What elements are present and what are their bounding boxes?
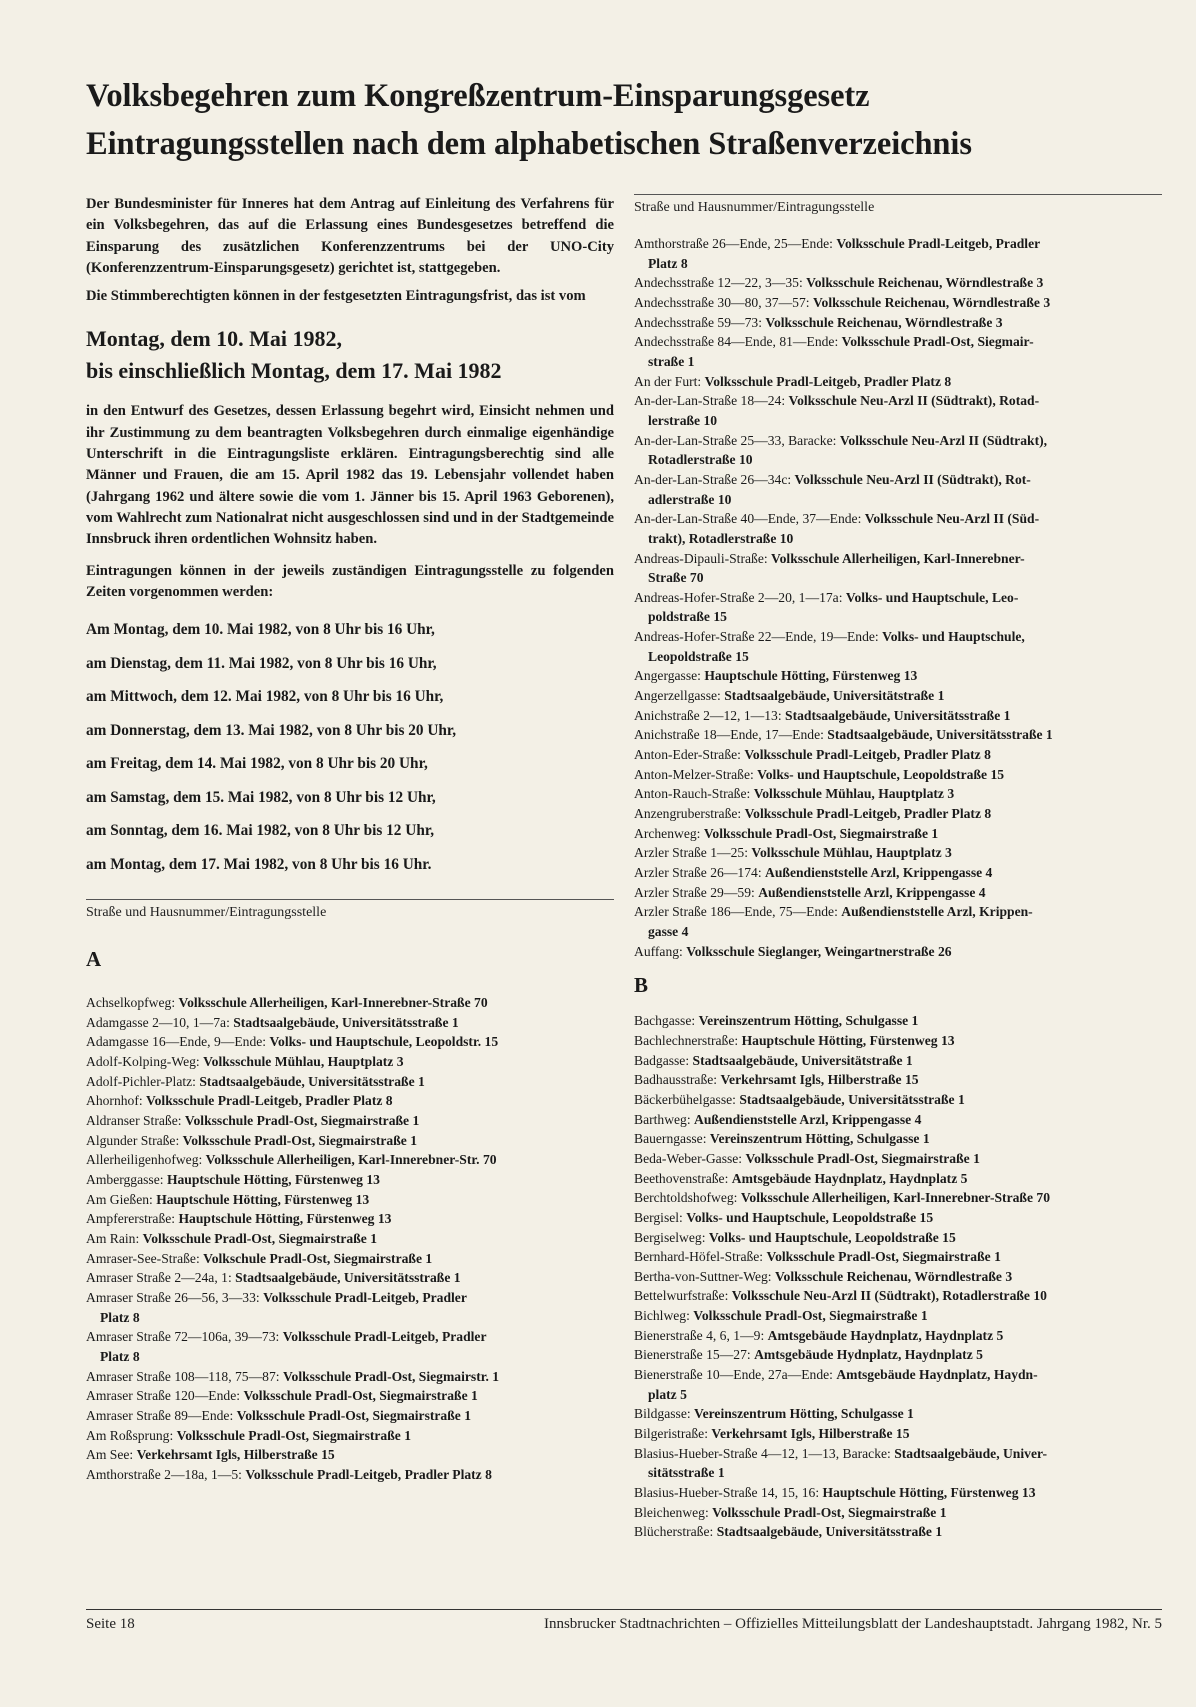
street-name: Adamgasse 2—10, 1—7a: xyxy=(86,1014,230,1030)
street-name: An-der-Lan-Straße 26—34c: xyxy=(634,471,792,487)
street-name: Angerzellgasse: xyxy=(634,688,721,704)
list-item xyxy=(86,1249,614,1269)
street-name: Beethovenstraße: xyxy=(634,1170,729,1186)
registration-office: Volks- und Hauptschule, Leopoldstr. 15 xyxy=(269,1034,499,1050)
list-item xyxy=(86,993,614,1013)
registration-office: Volksschule Pradl-Ost, Siegmairstraße 1 xyxy=(703,825,939,841)
registration-office: Verkehrsamt Igls, Hilberstraße 15 xyxy=(136,1447,335,1463)
street-name: Bienerstraße 4, 6, 1—9: xyxy=(634,1327,765,1343)
list-item xyxy=(634,1444,1162,1483)
list-item xyxy=(634,883,1162,903)
registration-office: Volksschule Pradl-Leitgeb, Pradler xyxy=(836,236,1041,251)
street-name: Amberggasse: xyxy=(86,1172,164,1188)
list-item xyxy=(634,234,1162,273)
list-item xyxy=(634,1522,1162,1542)
street-name: Allerheiligenhofweg: xyxy=(86,1152,203,1168)
registration-office: Volksschule Sieglanger, Weingartnerstraße 26 xyxy=(686,943,952,959)
street-name: Amraser Straße 2—24a, 1: xyxy=(86,1270,232,1286)
list-item xyxy=(634,313,1162,333)
registration-office: Volksschule Pradl-Ost, Siegmairstraße 1 xyxy=(712,1504,947,1520)
street-name: Bertha-von-Suttner-Weg: xyxy=(634,1268,772,1284)
street-name: Bichlweg: xyxy=(634,1308,690,1324)
registration-office: Volksschule Pradl-Ost, Siegmairstraße 1 xyxy=(766,1249,1001,1265)
registration-office: Volks- und Hauptschule, Leopoldstraße 15 xyxy=(708,1229,956,1245)
street-name: Amraser Straße 120—Ende: xyxy=(86,1388,241,1404)
registration-office-continued: sitätsstraße 1 xyxy=(648,1465,725,1481)
registration-office: Hauptschule Hötting, Fürstenweg 13 xyxy=(822,1485,1036,1501)
schedule-line: am Mittwoch, dem 12. Mai 1982, von 8 Uhr bis 16 Uhr, xyxy=(86,688,444,706)
list-item xyxy=(86,1150,614,1170)
registration-office: Volksschule Neu-Arzl II (Südtrakt), Rotadlerstraße 10 xyxy=(731,1288,1047,1304)
street-name: Amraser Straße 89—Ende: xyxy=(86,1407,234,1423)
schedule-line: am Freitag, dem 14. Mai 1982, von 8 Uhr bis 20 Uhr, xyxy=(86,755,428,773)
registration-office: Volksschule Neu-Arzl II (Süd- xyxy=(864,511,1040,527)
intro-section xyxy=(86,194,614,603)
list-item xyxy=(634,1110,1162,1130)
registration-office: Volksschule Neu-Arzl II (Südtrakt), Rotad- xyxy=(788,393,1040,409)
left-column-header: Straße und Hausnummer/Eintragungsstelle xyxy=(86,899,614,923)
registration-office: Volksschule Reichenau, Wörndlestraße 3 xyxy=(812,294,1051,310)
street-name: Arzler Straße 1—25: xyxy=(634,845,749,861)
street-name: Bienerstraße 10—Ende, 27a—Ende: xyxy=(634,1367,833,1383)
registration-office-continued: straße 1 xyxy=(648,353,695,369)
registration-office: Volksschule Allerheiligen, Karl-Innerebner-Straße 70 xyxy=(178,995,488,1011)
list-item xyxy=(634,1424,1162,1444)
list-item xyxy=(86,1406,614,1426)
registration-office: Vereinszentrum Hötting, Schulgasse 1 xyxy=(694,1406,914,1422)
registration-office: Amtsgebäude Hydnplatz, Haydnplatz 5 xyxy=(754,1347,983,1363)
intro-paragraph-2: Die Stimmberechtigten können in der festgesetzten Eintragungsfrist, das ist vom xyxy=(86,288,586,305)
street-name: Amraser Straße 72—106a, 39—73: xyxy=(86,1329,280,1345)
list-item xyxy=(634,1228,1162,1248)
registration-office: Volks- und Hauptschule, Leo- xyxy=(845,589,1019,605)
registration-office: Volksschule Pradl-Ost, Siegmairstraße 1 xyxy=(236,1407,472,1423)
registration-office: Volksschule Pradl-Leitgeb, Pradler xyxy=(263,1290,467,1305)
street-name: Andechsstraße 59—73: xyxy=(634,314,762,330)
registration-office: Hauptschule Hötting, Fürstenweg 13 xyxy=(156,1191,370,1207)
intro-paragraph-4: Eintragungen können in der jeweils zuständigen Eintragungsstelle zu folgenden Zeiten vorgenommen werden: xyxy=(86,562,614,600)
street-name: Andechsstraße 84—Ende, 81—Ende: xyxy=(634,334,839,350)
list-item xyxy=(634,745,1162,765)
street-name: Bachlechnerstraße: xyxy=(634,1032,739,1048)
page-footer xyxy=(86,1609,1162,1632)
street-name: Berchtoldshofweg: xyxy=(634,1190,738,1206)
street-name: Bettelwurfstraße: xyxy=(634,1288,729,1304)
registration-office: Hauptschule Hötting, Fürstenweg 13 xyxy=(166,1172,380,1188)
street-name: Arzler Straße 26—174: xyxy=(634,865,762,880)
list-item xyxy=(634,1503,1162,1523)
registration-office: Volksschule Pradl-Leitgeb, Pradler Platz 8 xyxy=(744,806,992,822)
list-item xyxy=(634,332,1162,371)
intro-paragraph-1: Der Bundesminister für Inneres hat dem Antrag auf Einleitung des Verfahrens für ein Volksbegehren, das auf die Erlassung eines Bundesgesetzes betreffend die Einsparung des zusätzlichen Konferenzzentrums bei der UNO-City (Konferenzzentrum-Einsparungsgesetz) gerichtet ist, stattgegeben. xyxy=(86,196,614,276)
street-name: Adolf-Pichler-Platz: xyxy=(86,1073,196,1089)
list-item xyxy=(86,1367,614,1387)
registration-office: Volksschule Pradl-Leitgeb, Pradler Platz 8 xyxy=(744,747,991,763)
registration-office-continued: Platz 8 xyxy=(100,1348,140,1364)
list-item xyxy=(634,1149,1162,1169)
street-name: Amthorstraße 26—Ende, 25—Ende: xyxy=(634,236,833,251)
registration-office: Außendienststelle Arzl, Krippen- xyxy=(841,904,1033,920)
schedule-line: am Dienstag, dem 11. Mai 1982, von 8 Uhr bis 16 Uhr, xyxy=(86,654,437,672)
list-item xyxy=(634,1031,1162,1051)
street-name: An der Furt: xyxy=(634,373,702,389)
list-item xyxy=(634,1267,1162,1287)
list-item xyxy=(634,843,1162,863)
list-item xyxy=(634,1326,1162,1346)
street-name: Anichstraße 2—12, 1—13: xyxy=(634,707,782,723)
street-name: Am Roßsprung: xyxy=(86,1427,174,1443)
list-item xyxy=(634,1404,1162,1424)
list-item xyxy=(86,1190,614,1210)
list-item xyxy=(634,824,1162,844)
street-name: Bleichenweg: xyxy=(634,1504,709,1520)
list-item xyxy=(634,1208,1162,1228)
list-item xyxy=(634,1051,1162,1071)
period-end: bis einschließlich Montag, dem 17. Mai 1982 xyxy=(86,358,502,384)
registration-office: Volksschule Reichenau, Wörndlestraße 3 xyxy=(765,314,1003,330)
street-name: An-der-Lan-Straße 25—33, Baracke: xyxy=(634,432,837,448)
list-item xyxy=(634,902,1162,941)
registration-office: Volksschule Pradl-Leitgeb, Pradler Platz 8 xyxy=(704,373,952,389)
registration-office: Volksschule Mühlau, Hauptplatz 3 xyxy=(753,786,955,802)
registration-office: Volksschule Neu-Arzl II (Südtrakt), xyxy=(839,432,1048,448)
list-item xyxy=(86,1131,614,1151)
list-item xyxy=(86,1013,614,1033)
street-name: Bachgasse: xyxy=(634,1013,696,1029)
street-name: Bergiselweg: xyxy=(634,1229,706,1245)
registration-office: Volksschule Pradl-Ost, Siegmairstraße 1 xyxy=(243,1388,478,1404)
registration-office: Volksschule Reichenau, Wörndlestraße 3 xyxy=(806,275,1044,291)
list-item xyxy=(86,1426,614,1446)
right-column-header: Straße und Hausnummer/Eintragungsstelle xyxy=(634,194,1162,218)
registration-office: Verkehrsamt Igls, Hilberstraße 15 xyxy=(720,1072,919,1088)
list-item xyxy=(634,765,1162,785)
registration-office: Hauptschule Hötting, Fürstenweg 13 xyxy=(741,1032,955,1048)
registration-office: Volksschule Pradl-Leitgeb, Pradler xyxy=(282,1329,487,1345)
registration-office-continued: Straße 70 xyxy=(648,570,704,586)
schedule-line: am Donnerstag, dem 13. Mai 1982, von 8 Uhr bis 20 Uhr, xyxy=(86,721,457,739)
list-item xyxy=(86,1072,614,1092)
street-name: Archenweg: xyxy=(634,825,701,841)
list-item xyxy=(634,509,1162,548)
list-item xyxy=(86,1111,614,1131)
registration-office: Volksschule Pradl-Leitgeb, Pradler Platz 8 xyxy=(146,1093,393,1109)
schedule-list xyxy=(86,613,614,881)
street-name: Andreas-Hofer-Straße 2—20, 1—17a: xyxy=(634,589,843,605)
registration-office-continued: Platz 8 xyxy=(648,255,688,271)
title-line-1: Volksbegehren zum Kongreßzentrum-Einsparungsgesetz xyxy=(86,78,870,114)
street-name: Amraser-See-Straße: xyxy=(86,1250,200,1266)
registration-office: Vereinszentrum Hötting, Schulgasse 1 xyxy=(709,1131,930,1147)
registration-office-continued: platz 5 xyxy=(648,1386,687,1402)
street-name: Andreas-Hofer-Straße 22—Ende, 19—Ende: xyxy=(634,629,879,645)
list-item xyxy=(634,1483,1162,1503)
registration-office: Amtsgebäude Haydnplatz, Haydnplatz 5 xyxy=(731,1170,968,1186)
registration-office-continued: Rotadlerstraße 10 xyxy=(648,452,753,468)
list-item xyxy=(634,1345,1162,1365)
street-name: Blasius-Hueber-Straße 14, 15, 16: xyxy=(634,1485,820,1501)
street-name: Blasius-Hueber-Straße 4—12, 1—13, Baracke: xyxy=(634,1445,891,1461)
list-item xyxy=(634,1306,1162,1326)
registration-office: Außendienststelle Arzl, Krippengasse 4 xyxy=(765,865,993,880)
list-item xyxy=(634,1247,1162,1267)
street-name: Bildgasse: xyxy=(634,1406,691,1422)
registration-office-continued: trakt), Rotadlerstraße 10 xyxy=(648,530,794,546)
registration-office: Volksschule Pradl-Ost, Siegmairstraße 1 xyxy=(745,1150,980,1166)
list-item xyxy=(634,1169,1162,1189)
list-item xyxy=(634,1070,1162,1090)
street-name: Anton-Melzer-Straße: xyxy=(634,766,754,782)
list-item xyxy=(634,470,1162,509)
street-name: Blücherstraße: xyxy=(634,1524,714,1540)
list-item xyxy=(634,1365,1162,1404)
registration-office: Volksschule Pradl-Ost, Siegmairstraße 1 xyxy=(142,1231,378,1247)
registration-office: Stadtsaalgebäude, Universitätsstraße 1 xyxy=(233,1014,459,1030)
registration-office: Stadtsaalgebäude, Univer- xyxy=(894,1445,1048,1461)
street-name: Auffang: xyxy=(634,943,683,959)
registration-office-continued: lerstraße 10 xyxy=(648,412,718,428)
registration-office: Stadtsaalgebäude, Universitätstraße 1 xyxy=(724,688,945,704)
street-list-a-left xyxy=(86,993,614,1484)
registration-office-continued: gasse 4 xyxy=(648,923,689,939)
street-name: Bergisel: xyxy=(634,1209,683,1225)
registration-office: Volksschule Pradl-Ost, Siegmair- xyxy=(841,334,1034,350)
street-name: Bilgeristraße: xyxy=(634,1426,708,1442)
street-name: Bäckerbühelgasse: xyxy=(634,1091,736,1107)
list-item xyxy=(634,706,1162,726)
street-name: Adolf-Kolping-Weg: xyxy=(86,1054,200,1070)
list-item xyxy=(86,1229,614,1249)
registration-office: Volksschule Mühlau, Hauptplatz 3 xyxy=(203,1054,404,1070)
list-item xyxy=(634,784,1162,804)
street-name: Anichstraße 18—Ende, 17—Ende: xyxy=(634,727,824,743)
street-name: Anton-Eder-Straße: xyxy=(634,747,741,763)
street-name: Algunder Straße: xyxy=(86,1132,180,1148)
registration-office: Amtsgebäude Haydnplatz, Haydn- xyxy=(836,1367,1038,1383)
registration-office: Vereinszentrum Hötting, Schulgasse 1 xyxy=(698,1013,919,1029)
right-column xyxy=(634,194,1162,1542)
letter-heading-b: B xyxy=(634,973,649,998)
page-number: Seite 18 xyxy=(86,1616,135,1632)
list-item xyxy=(634,293,1162,313)
publication-info: Innsbrucker Stadtnachrichten – Offizielles Mitteilungsblatt der Landeshauptstadt. Jahrgang 1982, Nr. 5 xyxy=(543,1616,1162,1632)
list-item xyxy=(634,1090,1162,1110)
list-item xyxy=(634,1286,1162,1306)
list-item xyxy=(86,1445,614,1465)
registration-office: Stadtsaalgebäude, Universitätstraße 1 xyxy=(692,1052,913,1068)
street-name: Ahornhof: xyxy=(86,1093,143,1109)
registration-office: Volksschule Pradl-Ost, Siegmairstraße 1 xyxy=(693,1308,928,1324)
street-name: Andreas-Dipauli-Straße: xyxy=(634,550,768,566)
street-name: Amraser Straße 26—56, 3—33: xyxy=(86,1290,260,1305)
registration-office: Volksschule Allerheiligen, Karl-Innerebner-Straße 70 xyxy=(740,1190,1050,1206)
list-item xyxy=(634,391,1162,430)
registration-office: Volkschule Pradl-Ost, Siegmairstraße 1 xyxy=(203,1250,433,1266)
intro-paragraph-3: in den Entwurf des Gesetzes, dessen Erlassung begehrt wird, Einsicht nehmen und ihr Zustimmung zu dem beantragten Volksbegehren durch einmalige eigenhändige Unterschrift in die Eintragungsliste erklären. Eintragungsberechtig sind alle Männer und Frauen, die am 15. April 1982 das 19. Lebensjahr vollendet haben (Jahrgang 1962 und ältere sowie die vom 1. Jänner bis 15. April 1963 Geborenen), vom Wahlrecht zum Nationalrat nicht ausgeschlossen sind und in der Stadtgemeinde Innsbruck ihren ordentlichen Wohnsitz haben. xyxy=(86,403,614,548)
list-item xyxy=(634,863,1162,883)
street-list-a-right xyxy=(634,234,1162,961)
registration-office-continued: poldstraße 15 xyxy=(648,609,727,625)
street-name: Andechsstraße 30—80, 37—57: xyxy=(634,294,810,310)
street-name: Angergasse: xyxy=(634,668,701,684)
list-item xyxy=(634,1188,1162,1208)
list-item xyxy=(86,1268,614,1288)
registration-office: Volksschule Allerheiligen, Karl-Innerebner- xyxy=(771,550,1025,566)
page-title xyxy=(86,72,1126,168)
list-item xyxy=(634,942,1162,962)
registration-office: Volks- und Hauptschule, Leopoldstraße 15 xyxy=(757,766,1005,782)
registration-office: Volksschule Pradl-Ost, Siegmairstraße 1 xyxy=(176,1427,412,1443)
street-name: Arzler Straße 29—59: xyxy=(634,884,755,900)
registration-office: Verkehrsamt Igls, Hilberstraße 15 xyxy=(711,1426,910,1442)
street-name: Anzengruberstraße: xyxy=(634,806,742,822)
registration-office: Volksschule Pradl-Leitgeb, Pradler Platz 8 xyxy=(245,1466,492,1482)
title-line-2: Eintragungsstellen nach dem alphabetischen Straßenverzeichnis xyxy=(86,126,972,162)
list-item xyxy=(634,666,1162,686)
list-item xyxy=(86,1032,614,1052)
street-name: Bienerstraße 15—27: xyxy=(634,1347,751,1363)
street-name: Aldranser Straße: xyxy=(86,1113,182,1129)
street-name: Beda-Weber-Gasse: xyxy=(634,1150,743,1166)
registration-office: Amtsgebäude Haydnplatz, Haydnplatz 5 xyxy=(767,1327,1004,1343)
registration-office-continued: adlerstraße 10 xyxy=(648,491,732,507)
street-name: Bernhard-Höfel-Straße: xyxy=(634,1249,764,1265)
street-name: Achselkopfweg: xyxy=(86,995,176,1011)
left-column xyxy=(86,194,614,1485)
period-start: Montag, dem 10. Mai 1982, xyxy=(86,326,343,352)
registration-office: Volksschule Pradl-Ost, Siegmairstraße 1 xyxy=(184,1113,420,1129)
list-item xyxy=(86,1052,614,1072)
list-item xyxy=(86,1327,614,1366)
registration-office: Stadtsaalgebäude, Universitätsstraße 1 xyxy=(716,1524,943,1540)
list-item xyxy=(634,372,1162,392)
schedule-line: am Sonntag, dem 16. Mai 1982, von 8 Uhr bis 12 Uhr, xyxy=(86,822,435,840)
street-name: Am Rain: xyxy=(86,1231,140,1247)
list-item xyxy=(634,725,1162,745)
registration-office: Volksschule Mühlau, Hauptplatz 3 xyxy=(751,845,952,861)
list-item xyxy=(86,1170,614,1190)
schedule-line: am Montag, dem 17. Mai 1982, von 8 Uhr bis 16 Uhr. xyxy=(86,855,432,873)
registration-office: Volks- und Hauptschule, Leopoldstraße 15 xyxy=(686,1209,934,1225)
registration-office: Hauptschule Hötting, Fürstenweg 13 xyxy=(178,1211,392,1227)
street-name: Barthweg: xyxy=(634,1111,691,1127)
street-name: Badgasse: xyxy=(634,1052,690,1068)
street-name: An-der-Lan-Straße 40—Ende, 37—Ende: xyxy=(634,511,862,527)
list-item xyxy=(634,686,1162,706)
street-list-b xyxy=(634,1011,1162,1542)
list-item xyxy=(86,1091,614,1111)
registration-office: Volksschule Allerheiligen, Karl-Innerebner-Str. 70 xyxy=(205,1152,497,1168)
list-item xyxy=(634,1011,1162,1031)
registration-period xyxy=(86,323,614,387)
list-item xyxy=(634,273,1162,293)
letter-heading-a: A xyxy=(86,947,102,972)
list-item xyxy=(634,804,1162,824)
list-item xyxy=(634,549,1162,588)
registration-office: Außendienststelle Arzl, Krippengasse 4 xyxy=(758,884,986,900)
registration-office-continued: Platz 8 xyxy=(100,1309,140,1325)
registration-office: Volksschule Pradl-Ost, Siegmairstr. 1 xyxy=(282,1368,500,1384)
street-name: An-der-Lan-Straße 18—24: xyxy=(634,393,786,409)
street-name: Badhausstraße: xyxy=(634,1072,718,1088)
registration-office: Stadtsaalgebäude, Universitätsstraße 1 xyxy=(827,727,1053,743)
registration-office: Stadtsaalgebäude, Universitätsstraße 1 xyxy=(199,1073,425,1089)
list-item xyxy=(634,1129,1162,1149)
street-name: Bauerngasse: xyxy=(634,1131,707,1147)
street-name: Andechsstraße 12—22, 3—35: xyxy=(634,275,803,291)
registration-office: Stadtsaalgebäude, Universitätsstraße 1 xyxy=(739,1091,965,1107)
registration-office-continued: Leopoldstraße 15 xyxy=(648,648,749,664)
registration-office: Volksschule Neu-Arzl II (Südtrakt), Rot- xyxy=(794,471,1031,487)
registration-office: Volksschule Pradl-Ost, Siegmairstraße 1 xyxy=(182,1132,418,1148)
street-name: Anton-Rauch-Straße: xyxy=(634,786,751,802)
street-name: Ampfererstraße: xyxy=(86,1211,176,1227)
registration-office: Volksschule Reichenau, Wörndlestraße 3 xyxy=(774,1268,1013,1284)
registration-office: Stadtsaalgebäude, Universitätsstraße 1 xyxy=(785,707,1011,723)
street-name: Am Gießen: xyxy=(86,1191,153,1207)
registration-office: Außendienststelle Arzl, Krippengasse 4 xyxy=(694,1111,922,1127)
street-name: Arzler Straße 186—Ende, 75—Ende: xyxy=(634,904,838,920)
list-item xyxy=(634,627,1162,666)
list-item xyxy=(86,1288,614,1327)
list-item xyxy=(86,1465,614,1485)
list-item xyxy=(634,588,1162,627)
registration-office: Hauptschule Hötting, Fürstenweg 13 xyxy=(704,668,918,684)
schedule-line: am Samstag, dem 15. Mai 1982, von 8 Uhr bis 12 Uhr, xyxy=(86,788,436,806)
street-name: Am See: xyxy=(86,1447,134,1463)
list-item xyxy=(86,1209,614,1229)
schedule-line: Am Montag, dem 10. Mai 1982, von 8 Uhr bis 16 Uhr, xyxy=(86,621,435,639)
list-item xyxy=(86,1386,614,1406)
street-name: Amthorstraße 2—18a, 1—5: xyxy=(86,1466,242,1482)
registration-office: Volks- und Hauptschule, xyxy=(882,629,1025,645)
registration-office: Stadtsaalgebäude, Universitätsstraße 1 xyxy=(235,1270,461,1286)
street-name: Adamgasse 16—Ende, 9—Ende: xyxy=(86,1034,267,1050)
list-item xyxy=(634,431,1162,470)
street-name: Amraser Straße 108—118, 75—87: xyxy=(86,1368,280,1384)
